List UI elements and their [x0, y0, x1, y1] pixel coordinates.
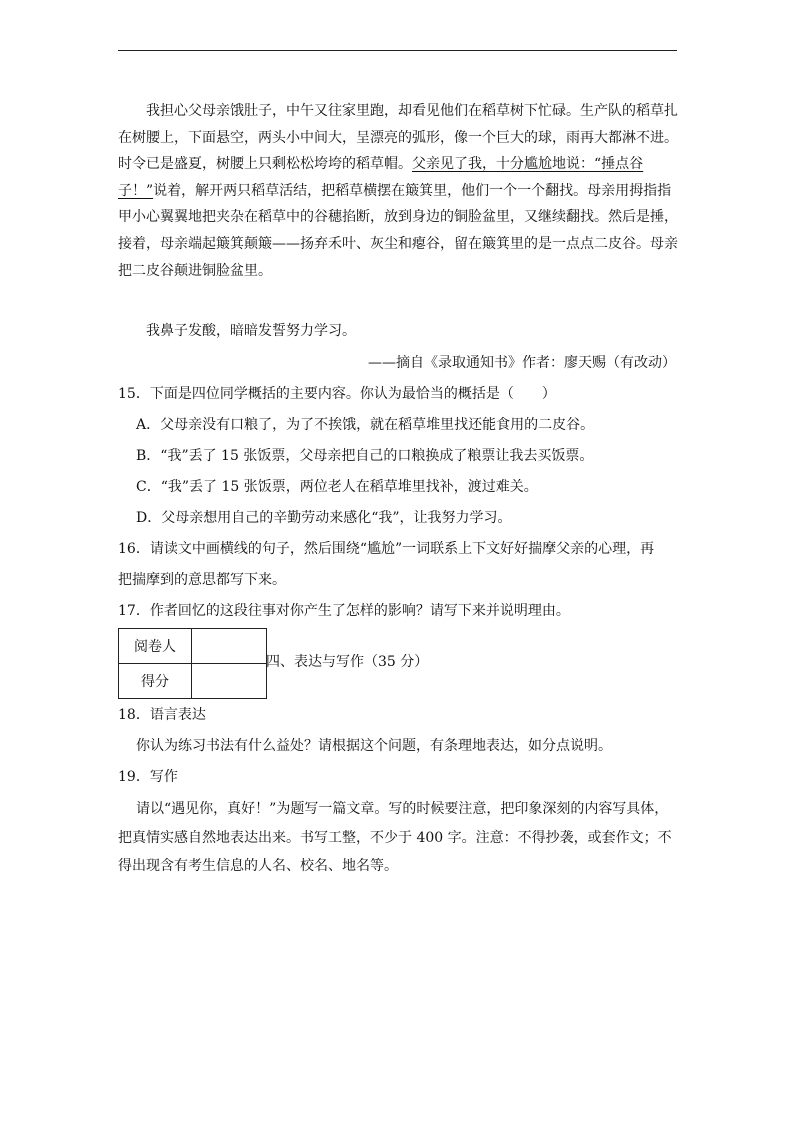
question-15-option-b: B．“我”丢了 15 张饭票，父母亲把自己的口粮换成了粮票让我去买饭票。	[136, 448, 594, 464]
score-label: 得分	[119, 664, 192, 699]
score-field[interactable]	[192, 664, 267, 699]
question-19-title: 19．写作	[118, 769, 178, 785]
passage-text-a: 我担心父母亲饿肚子，中午又往家里跑，却看见他们在稻草树下忙碌。生产队的稻草扎在树腰上，下面悬空，两头小中间大，呈漂亮的弧形，像一个巨大的球，雨再大都淋不进。时令已是盛夏，树腰上只剩松松垮垮的稻草帽。	[118, 103, 678, 173]
passage-paragraph-2	[118, 318, 678, 345]
underlined-sentence: 父亲见了我，十分尴尬地说：“捶点谷子！”	[118, 156, 644, 199]
question-16-line-2: 把揣摩到的意思都写下来。	[118, 572, 286, 588]
reviewer-field[interactable]	[192, 629, 267, 664]
question-15-stem: 15．下面是四位同学概括的主要内容。你认为最恰当的概括是（ ）	[118, 386, 556, 402]
question-16-line-1: 16．请读文中画横线的句子，然后围绕“尴尬”一词联系上下文好好揣摩父亲的心理，再	[118, 541, 655, 557]
score-box	[118, 628, 267, 699]
passage-paragraph-1	[118, 98, 678, 284]
question-19-text-body: 请以“遇见你，真好！”为题写一篇文章。写的时候要注意，把印象深刻的内容写具体，把真情实感自然地表达出来。书写工整，不少于 400 字。注意：不得抄袭，或套作文；不得出现含有考生信息的人名、校名、地名等。	[118, 801, 672, 874]
passage-paragraph-2-text: 我鼻子发酸，暗暗发誓努力学习。	[146, 323, 356, 339]
question-15-option-a: A．父母亲没有口粮了，为了不挨饿，就在稻草堆里找还能食用的二皮谷。	[136, 417, 595, 433]
reviewer-label: 阅卷人	[119, 629, 192, 664]
question-19-text	[118, 795, 678, 881]
question-15-option-d: D．父母亲想用自己的辛勤劳动来感化“我”，让我努力学习。	[136, 510, 512, 526]
passage-source: ——摘自《录取通知书》作者：廖天赐（有改动）	[368, 355, 676, 371]
section-title: 四、表达与写作（35 分）	[266, 654, 429, 670]
question-18-title: 18．语言表达	[118, 707, 206, 723]
question-17: 17．作者回忆的这段往事对你产生了怎样的影响？请写下来并说明理由。	[118, 603, 570, 619]
header-rule	[118, 50, 677, 51]
passage-text-b: 说着，解开两只稻草活结，把稻草横摆在簸箕里，他们一个一个翻找。母亲用拇指指甲小心翼翼地把夹杂在稻草中的谷穗掐断，放到身边的铜脸盆里，又继续翻找。然后是捶，接着，母亲端起簸箕颠簸——扬弃禾叶、灰尘和瘪谷，留在簸箕里的是一点点二皮谷。母亲把二皮谷颠进铜脸盆里。	[118, 182, 678, 279]
question-15-option-c: C．“我”丢了 15 张饭票，两位老人在稻草堆里找补，渡过难关。	[136, 479, 538, 495]
question-18-text: 你认为练习书法有什么益处？请根据这个问题，有条理地表达，如分点说明。	[136, 738, 612, 754]
